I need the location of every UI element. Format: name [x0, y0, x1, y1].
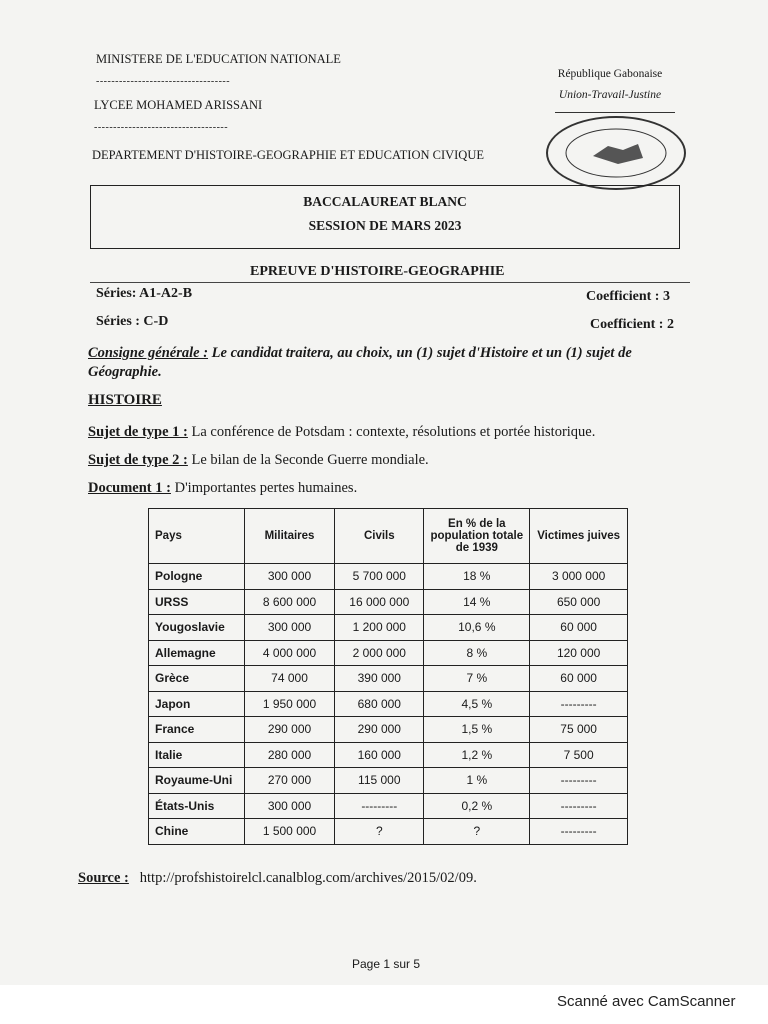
exam-title-line2: SESSION DE MARS 2023 [308, 218, 462, 233]
value-cell: 8 % [424, 640, 530, 666]
document-1-label: Document 1 : [88, 480, 171, 496]
value-cell: 3 000 000 [530, 564, 628, 590]
value-cell: --------- [530, 793, 628, 819]
country-cell: Pologne [149, 564, 245, 590]
separator-2: ----------------------------------- [94, 122, 229, 133]
consigne-text: Le candidat traitera, au choix, un (1) sujet d'Histoire et un (1) sujet de [211, 345, 632, 361]
table-row [149, 564, 628, 590]
value-cell: 680 000 [335, 691, 424, 717]
school-seal [546, 116, 686, 190]
value-cell: 280 000 [244, 742, 334, 768]
value-cell: 7 % [424, 666, 530, 692]
value-cell: 300 000 [244, 615, 334, 641]
value-cell: 1 % [424, 768, 530, 794]
series-2: Séries : C-D [96, 314, 169, 329]
value-cell: 74 000 [244, 666, 334, 692]
value-cell: 160 000 [335, 742, 424, 768]
col-header-militaires: Militaires [244, 509, 334, 564]
value-cell: --------- [530, 819, 628, 845]
value-cell: 10,6 % [424, 615, 530, 641]
table-body [149, 564, 628, 845]
document-1-text: D'importantes pertes humaines. [174, 480, 358, 496]
col-header-victimes: Victimes juives [530, 509, 628, 564]
histoire-heading: HISTOIRE [88, 392, 162, 408]
table-row [149, 666, 628, 692]
table-row [149, 640, 628, 666]
table-header-row [149, 509, 628, 564]
coefficient-2: Coefficient : 2 [590, 317, 674, 332]
source-line [78, 870, 477, 887]
document-1 [88, 480, 357, 497]
table-row [149, 589, 628, 615]
department-name: DEPARTEMENT D'HISTOIRE-GEOGRAPHIE ET EDUCATION CIVIQUE [92, 148, 484, 162]
value-cell: 18 % [424, 564, 530, 590]
table-row [149, 793, 628, 819]
value-cell: 4,5 % [424, 691, 530, 717]
value-cell: --------- [335, 793, 424, 819]
sujet-1-text: La conférence de Potsdam : contexte, résolutions et portée historique. [191, 424, 596, 440]
value-cell: --------- [530, 768, 628, 794]
col-header-civils: Civils [335, 509, 424, 564]
country-cell: Chine [149, 819, 245, 845]
value-cell: ? [335, 819, 424, 845]
value-cell: 2 000 000 [335, 640, 424, 666]
value-cell: 1,5 % [424, 717, 530, 743]
separator-1: ----------------------------------- [96, 76, 231, 87]
series-1: Séries: A1-A2-B [96, 286, 193, 301]
sujet-2 [88, 452, 429, 469]
value-cell: 16 000 000 [335, 589, 424, 615]
ministry-name: MINISTERE DE L'EDUCATION NATIONALE [96, 52, 341, 66]
subject-rule [90, 282, 690, 283]
value-cell: 4 000 000 [244, 640, 334, 666]
value-cell: 8 600 000 [244, 589, 334, 615]
value-cell: 1,2 % [424, 742, 530, 768]
value-cell: 390 000 [335, 666, 424, 692]
value-cell: 7 500 [530, 742, 628, 768]
value-cell: 290 000 [244, 717, 334, 743]
losses-table [148, 508, 628, 845]
col-header-pays: Pays [149, 509, 245, 564]
value-cell: --------- [530, 691, 628, 717]
table-row [149, 819, 628, 845]
sujet-2-label: Sujet de type 2 : [88, 452, 188, 468]
value-cell: 60 000 [530, 666, 628, 692]
source-url: http://profshistoirelcl.canalblog.com/archives/2015/02/09. [139, 870, 477, 886]
country-cell: Italie [149, 742, 245, 768]
table-row [149, 615, 628, 641]
country-cell: Yougoslavie [149, 615, 245, 641]
value-cell: 14 % [424, 589, 530, 615]
table-row [149, 691, 628, 717]
value-cell: 115 000 [335, 768, 424, 794]
value-cell: 1 500 000 [244, 819, 334, 845]
exam-title-line1: BACCALAUREAT BLANC [303, 194, 467, 209]
source-label: Source : [78, 870, 129, 886]
country-cell: États-Unis [149, 793, 245, 819]
value-cell: 290 000 [335, 717, 424, 743]
country-cell: URSS [149, 589, 245, 615]
value-cell: 75 000 [530, 717, 628, 743]
value-cell: 0,2 % [424, 793, 530, 819]
seal-emblem-icon [548, 118, 684, 188]
country-cell: France [149, 717, 245, 743]
sujet-1 [88, 424, 595, 441]
value-cell: 300 000 [244, 793, 334, 819]
value-cell: ? [424, 819, 530, 845]
scanner-credit: Scanné avec CamScanner [557, 993, 736, 1010]
value-cell: 120 000 [530, 640, 628, 666]
value-cell: 60 000 [530, 615, 628, 641]
exam-subject: EPREUVE D'HISTOIRE-GEOGRAPHIE [250, 264, 505, 279]
exam-title-box [90, 185, 680, 249]
consigne-text-2: Géographie. [88, 364, 162, 380]
sujet-1-label: Sujet de type 1 : [88, 424, 188, 440]
col-header-percent: En % de la population totale de 1939 [424, 509, 530, 564]
motto-underline [555, 112, 675, 113]
country-cell: Japon [149, 691, 245, 717]
value-cell: 270 000 [244, 768, 334, 794]
value-cell: 1 200 000 [335, 615, 424, 641]
page-number: Page 1 sur 5 [352, 957, 421, 971]
school-name: LYCEE MOHAMED ARISSANI [94, 98, 263, 112]
country-cell: Allemagne [149, 640, 245, 666]
consigne-label: Consigne générale : [88, 345, 209, 361]
value-cell: 300 000 [244, 564, 334, 590]
value-cell: 1 950 000 [244, 691, 334, 717]
value-cell: 650 000 [530, 589, 628, 615]
table-row [149, 768, 628, 794]
country-motto: Union-Travail-Justine [558, 89, 662, 101]
country-cell: Royaume-Uni [149, 768, 245, 794]
table-row [149, 717, 628, 743]
coefficient-1: Coefficient : 3 [586, 289, 670, 304]
country-name: République Gabonaise [557, 68, 663, 80]
sujet-2-text: Le bilan de la Seconde Guerre mondiale. [191, 452, 429, 468]
table-row [149, 742, 628, 768]
consigne [88, 345, 698, 362]
value-cell: 5 700 000 [335, 564, 424, 590]
country-cell: Grèce [149, 666, 245, 692]
